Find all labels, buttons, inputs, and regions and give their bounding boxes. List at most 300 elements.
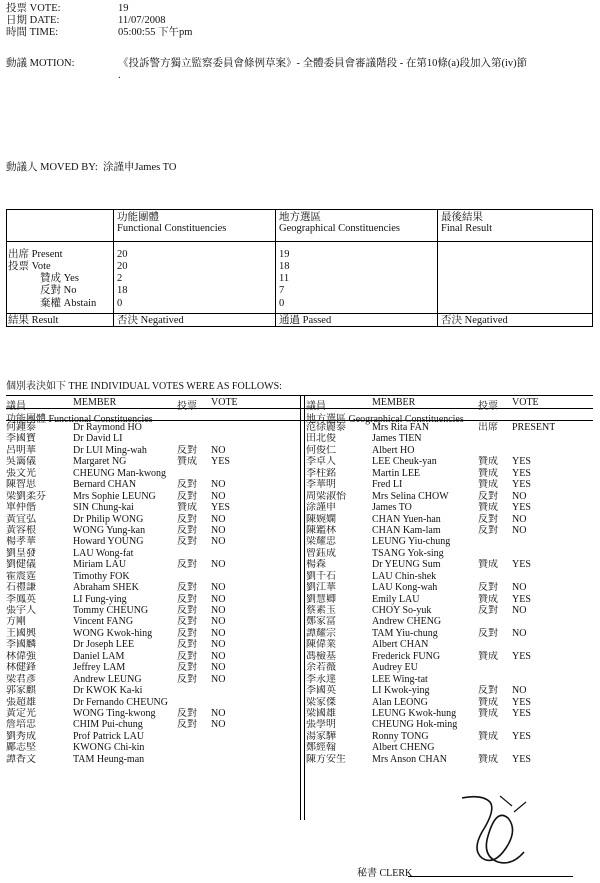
- gc-member-en: Emily LAU: [372, 593, 420, 605]
- fc-abstain: 0: [117, 298, 123, 309]
- fc-member-zh: 李國寶: [6, 433, 36, 445]
- gc-vote-en: YES: [512, 707, 531, 719]
- gc-vote-zh: 贊成: [478, 559, 498, 571]
- fc-vote-en: YES: [211, 456, 230, 468]
- fc-vote-zh: 反對: [177, 513, 197, 525]
- gc-vote-en: NO: [512, 605, 527, 616]
- gc-member-en: CHAN Yuen-han: [372, 513, 441, 525]
- gc-vote-en: YES: [512, 456, 531, 468]
- fc-member-zh: 黃宜弘: [6, 513, 36, 525]
- fc-member-zh: 石禮謙: [6, 582, 36, 594]
- fc-member-zh: 陳智思: [6, 479, 36, 491]
- gc-h-member: MEMBER: [372, 397, 416, 408]
- final-result: 否決 Negatived: [441, 315, 508, 326]
- gc-member-zh: 劉慧卿: [306, 593, 336, 605]
- fc-member-zh: 呂明華: [6, 444, 36, 456]
- gc-vote-zh: 反對: [478, 605, 498, 616]
- clerk-signature-line: [408, 876, 573, 877]
- fc-vote-en: NO: [211, 650, 226, 662]
- fc-vote-zh: 反對: [177, 719, 197, 731]
- fc-vote-en: NO: [211, 490, 226, 502]
- fc-vote-en: NO: [211, 719, 226, 731]
- fc-vote-zh: 反對: [177, 444, 197, 456]
- fc-vote-zh: 贊成: [177, 502, 197, 514]
- fc-member-zh: 劉健儀: [6, 559, 36, 571]
- fc-member-zh: 單仲偕: [6, 502, 36, 514]
- gc-member-zh: 梁耀忠: [306, 536, 336, 548]
- gc-member-en-column: [372, 422, 457, 765]
- gc-member-zh: 曾鈺成: [306, 547, 336, 559]
- gc-vote-en: YES: [512, 479, 531, 491]
- fc-vote-zh: 反對: [177, 524, 197, 536]
- fc-vote-en: NO: [211, 559, 226, 571]
- fc-vote-zh: 反對: [177, 490, 197, 502]
- fc-member-zh: 張超雄: [6, 696, 36, 708]
- fc-member-en: TAM Heung-man: [73, 753, 145, 765]
- fc-vote-en: [211, 468, 230, 479]
- vote-number-row: [6, 3, 129, 15]
- fc-member-en: Abraham SHEK: [73, 582, 139, 594]
- fc-vote-zh: 反對: [177, 639, 197, 651]
- gc-vote-zh: [478, 662, 498, 673]
- fc-no: 18: [117, 285, 128, 296]
- gc-vote-zh: 贊成: [478, 479, 498, 491]
- gc-member-en: James TO: [372, 502, 412, 514]
- gc-vote-zh: [478, 742, 498, 753]
- gc-vote-zh: 贊成: [478, 730, 498, 742]
- fc-vote-en: [211, 731, 230, 742]
- gc-member-en: Mrs Anson CHAN: [372, 753, 448, 765]
- fc-member-zh: 張文光: [6, 467, 36, 479]
- fc-vote-zh: 反對: [177, 650, 197, 662]
- fc-vote-en: [211, 433, 230, 444]
- fc-vote-en: [211, 571, 230, 582]
- fc-member-en: LAU Wong-fat: [73, 547, 134, 559]
- fc-vote-zh: 反對: [177, 582, 197, 594]
- fc-member-en: Vincent FANG: [73, 616, 134, 628]
- gc-vote-en: YES: [512, 753, 531, 765]
- gc-vote-en: [512, 662, 555, 673]
- motion-row: [6, 55, 527, 81]
- vote-value: 19: [118, 3, 129, 14]
- gc-member-zh: 李永達: [306, 673, 336, 685]
- gc-member-en: Andrew CHENG: [372, 616, 442, 628]
- gc-vote-en: YES: [512, 696, 531, 708]
- fc-vote-zh: [177, 685, 197, 696]
- row-result: 結果 Result: [8, 315, 59, 326]
- fc-h-member-zh: 議員: [6, 401, 26, 412]
- fc-vote-zh: 反對: [177, 593, 197, 605]
- fc-result: 否決 Negatived: [117, 315, 184, 326]
- gc-vote-en: [512, 674, 555, 685]
- gc-vote-zh: 贊成: [478, 467, 498, 479]
- clerk-label: 秘書 CLERK: [357, 868, 413, 879]
- fc-member-en: Margaret NG: [73, 456, 127, 468]
- gc-h-member-zh: 議員: [306, 401, 326, 412]
- gc-member-en: LEE Wing-tat: [372, 673, 428, 685]
- fc-member-zh: 郭家麒: [6, 685, 36, 697]
- date-value: 11/07/2008: [118, 15, 166, 26]
- fc-member-en: SIN Chung-kai: [73, 502, 134, 514]
- fc-vote-en: [211, 754, 230, 765]
- fc-vote-zh: 反對: [177, 673, 197, 685]
- gc-vote-en: YES: [512, 467, 531, 479]
- fc-vote-zh: [177, 433, 197, 444]
- row-present: 出席 Present: [8, 249, 63, 260]
- fc-member-en: WONG Ting-kwong: [73, 707, 156, 719]
- gc-member-zh: 湯家驊: [306, 730, 336, 742]
- gc-vote-en: NO: [512, 627, 527, 639]
- mover-label: 動議人 MOVED BY:: [6, 162, 98, 173]
- fc-vote-en: NO: [211, 524, 226, 536]
- gc-vote-en: [512, 445, 555, 456]
- gc-vote-en: NO: [512, 490, 527, 502]
- fc-vote-en: NO: [211, 593, 226, 605]
- fc-member-en: Dr LUI Ming-wah: [73, 444, 147, 456]
- gc-vote-en: [512, 616, 555, 627]
- fc-member-en: Timothy FOK: [73, 570, 130, 582]
- fc-member-en: CHIM Pui-chung: [73, 719, 143, 731]
- col-gc-en: Geographical Constituencies: [279, 223, 401, 234]
- fc-vote-en: [211, 422, 230, 433]
- fc-vote-en: NO: [211, 536, 226, 548]
- gc-member-zh: 范徐麗泰: [306, 422, 346, 433]
- fc-vote-zh-column: [177, 422, 197, 765]
- gc-vote-zh: 贊成: [478, 696, 498, 708]
- gc-member-en: Dr YEUNG Sum: [372, 559, 441, 571]
- gc-member-zh: 陳方安生: [306, 753, 346, 765]
- fc-vote-zh: [177, 548, 197, 559]
- col-gc-zh: 地方選區: [279, 212, 321, 223]
- gc-member-en: CHAN Kam-lam: [372, 524, 441, 536]
- motion-continuation: .: [118, 70, 121, 81]
- gc-member-en: TSANG Yok-sing: [372, 547, 444, 559]
- gc-member-zh: 張學明: [306, 719, 336, 731]
- fc-vote-en: NO: [211, 582, 226, 594]
- gc-vote-en: YES: [512, 730, 531, 742]
- gc-vote-zh: [478, 536, 498, 547]
- gc-vote-zh: [478, 616, 498, 627]
- gc-member-zh: 陳婉嫻: [306, 513, 336, 525]
- gc-vote-zh-column: [478, 422, 498, 765]
- votes-divider-2: [304, 395, 305, 820]
- gc-member-en: Albert HO: [372, 444, 415, 456]
- fc-member-zh: 梁劉柔芬: [6, 490, 46, 502]
- fc-member-en: Howard YOUNG: [73, 536, 144, 548]
- fc-vote-zh: [177, 731, 197, 742]
- fc-present: 20: [117, 249, 128, 260]
- gc-vote: 18: [279, 261, 290, 272]
- fc-member-zh: 張宇人: [6, 605, 36, 616]
- gc-member-zh: 蔡素玉: [306, 605, 336, 616]
- clerk-signature: [452, 792, 532, 872]
- fc-vote-zh: 贊成: [177, 456, 197, 468]
- row-yes: 贊成 Yes: [40, 273, 79, 284]
- row-abstain: 棄權 Abstain: [40, 298, 97, 309]
- gc-vote-en-column: [512, 422, 555, 765]
- gc-vote-zh: [478, 548, 498, 559]
- result-table: [6, 209, 593, 327]
- gc-h-vote-zh: 投票: [478, 401, 498, 412]
- fc-member-zh: 黃定光: [6, 707, 36, 719]
- gc-member-zh: 譚耀宗: [306, 627, 336, 639]
- gc-member-en: Fred LI: [372, 479, 403, 491]
- gc-vote-en: [512, 548, 555, 559]
- fc-vote-en: NO: [211, 627, 226, 639]
- gc-vote-en: NO: [512, 685, 527, 697]
- time-row: [6, 27, 192, 39]
- fc-vote-zh: [177, 468, 197, 479]
- gc-vote-zh: 出席: [478, 422, 498, 433]
- gc-member-zh: 田北俊: [306, 433, 336, 445]
- fc-member-en: Dr KWOK Ka-ki: [73, 685, 143, 697]
- gc-yes: 11: [279, 273, 290, 284]
- row-vote: 投票 Vote: [8, 261, 51, 272]
- fc-member-zh: 劉皇發: [6, 547, 36, 559]
- fc-member-en: Daniel LAM: [73, 650, 125, 662]
- fc-vote-zh: 反對: [177, 559, 197, 571]
- votes-divider: [300, 395, 301, 820]
- fc-member-zh: 鄺志堅: [6, 742, 36, 754]
- gc-member-en: Frederick FUNG: [372, 650, 441, 662]
- gc-vote-zh: [478, 571, 498, 582]
- fc-member-en: Dr Fernando CHEUNG: [73, 696, 168, 708]
- time-value: 05:00:55 下午pm: [118, 27, 193, 38]
- fc-member-zh: 林偉強: [6, 650, 36, 662]
- gc-member-en: Martin LEE: [372, 467, 421, 479]
- mover-value: 涂謹申James TO: [103, 162, 177, 173]
- fc-vote-en: [211, 685, 230, 696]
- gc-result: 通過 Passed: [279, 315, 332, 326]
- gc-vote-en: [512, 571, 555, 582]
- gc-vote-en: NO: [512, 582, 527, 594]
- fc-vote-zh: 反對: [177, 616, 197, 628]
- gc-member-en: Audrey EU: [372, 662, 418, 674]
- gc-abstain: 0: [279, 298, 285, 309]
- gc-member-en: Alan LEONG: [372, 696, 428, 708]
- fc-vote-en: NO: [211, 605, 226, 616]
- fc-member-en: Dr Raymond HO: [73, 422, 142, 433]
- fc-member-zh: 吳靄儀: [6, 456, 36, 468]
- fc-member-zh: 詹培忠: [6, 719, 36, 731]
- vote-label: 投票 VOTE:: [6, 3, 61, 14]
- fc-vote-en: NO: [211, 707, 226, 719]
- gc-h-vote: VOTE: [512, 397, 539, 408]
- fc-member-zh: 黃容根: [6, 524, 36, 536]
- gc-member-zh: 馮檢基: [306, 650, 336, 662]
- fc-member-en: Bernard CHAN: [73, 479, 137, 491]
- fc-vote-zh: 反對: [177, 627, 197, 639]
- gc-member-en: LAU Chin-shek: [372, 570, 437, 582]
- gc-vote-zh: 贊成: [478, 753, 498, 765]
- fc-member-en: Miriam LAU: [73, 559, 127, 571]
- fc-member-en: Prof Patrick LAU: [73, 730, 145, 742]
- gc-vote-zh: [478, 674, 498, 685]
- gc-vote-en: [512, 639, 555, 650]
- fc-member-en: WONG Kwok-hing: [73, 627, 153, 639]
- gc-member-zh: 陳鑑林: [306, 524, 336, 536]
- fc-member-en: Mrs Sophie LEUNG: [73, 490, 156, 502]
- fc-member-en: Jeffrey LAM: [73, 662, 126, 674]
- gc-vote-en: [512, 433, 555, 444]
- fc-vote-en: NO: [211, 616, 226, 628]
- gc-vote-en: PRESENT: [512, 422, 556, 433]
- gc-member-en: CHOY So-yuk: [372, 605, 432, 616]
- mover-row: [6, 159, 176, 174]
- fc-member-zh: 何鍾泰: [6, 422, 36, 433]
- gc-member-en: Albert CHAN: [372, 639, 429, 651]
- fc-member-en: Dr David LI: [73, 433, 123, 445]
- gc-member-en: LAU Kong-wah: [372, 582, 438, 594]
- gc-vote-zh: 反對: [478, 490, 498, 502]
- fc-vote-en-column: [211, 422, 230, 765]
- fc-h-member: MEMBER: [73, 397, 117, 408]
- gc-member-zh: 陳偉業: [306, 639, 336, 651]
- fc-member-en: Andrew LEUNG: [73, 673, 142, 685]
- fc-vote: 20: [117, 261, 128, 272]
- fc-vote-en: NO: [211, 513, 226, 525]
- fc-member-zh: 梁君彥: [6, 673, 36, 685]
- gc-member-zh: 李國英: [306, 685, 336, 697]
- fc-vote-en: [211, 742, 230, 753]
- individual-votes-title: 個別表決如下 THE INDIVIDUAL VOTES WERE AS FOLLOWS:: [6, 381, 282, 392]
- fc-vote-zh: 反對: [177, 605, 197, 616]
- col-fc-zh: 功能團體: [117, 212, 159, 223]
- gc-member-en: Mrs Selina CHOW: [372, 490, 449, 502]
- fc-h-vote: VOTE: [211, 397, 238, 408]
- col-fc-en: Functional Constituencies: [117, 223, 227, 234]
- gc-vote-zh: 贊成: [478, 456, 498, 468]
- gc-vote-en: NO: [512, 513, 527, 525]
- gc-vote-en: YES: [512, 593, 531, 605]
- fc-member-zh: 林健鋒: [6, 662, 36, 674]
- gc-member-zh: 梁家傑: [306, 696, 336, 708]
- gc-member-zh: 李華明: [306, 479, 336, 491]
- row-no: 反對 No: [40, 285, 77, 296]
- gc-no: 7: [279, 285, 285, 296]
- fc-member-zh: 王國興: [6, 627, 36, 639]
- fc-vote-zh: 反對: [177, 662, 197, 674]
- fc-vote-en: [211, 548, 230, 559]
- gc-vote-zh: 贊成: [478, 650, 498, 662]
- fc-vote-en: NO: [211, 673, 226, 685]
- fc-member-zh: 劉秀成: [6, 730, 36, 742]
- fc-member-en: KWONG Chi-kin: [73, 742, 145, 754]
- gc-member-en: Ronny TONG: [372, 730, 429, 742]
- gc-vote-en: NO: [512, 524, 527, 536]
- gc-vote-zh: 贊成: [478, 707, 498, 719]
- gc-vote-en: [512, 719, 555, 730]
- gc-member-zh: 余若薇: [306, 662, 336, 674]
- gc-member-zh: 鄭經翰: [306, 742, 336, 754]
- gc-member-zh: 何俊仁: [306, 444, 336, 456]
- fc-vote-zh: 反對: [177, 707, 197, 719]
- fc-vote-zh: [177, 422, 197, 433]
- gc-vote-zh: 反對: [478, 685, 498, 697]
- fc-member-en: Dr Joseph LEE: [73, 639, 135, 651]
- fc-member-zh: 李鳳英: [6, 593, 36, 605]
- fc-vote-en: YES: [211, 502, 230, 514]
- gc-vote-zh: 反對: [478, 582, 498, 594]
- fc-member-en: Tommy CHEUNG: [73, 605, 149, 616]
- fc-vote-en: NO: [211, 662, 226, 674]
- time-label: 時間 TIME:: [6, 27, 59, 38]
- fc-vote-en: NO: [211, 639, 226, 651]
- fc-member-zh-column: [6, 422, 46, 765]
- gc-vote-zh: 反對: [478, 513, 498, 525]
- motion-text: 《投訴警方獨立監察委員會條例草案》- 全體委員會審議階段 - 在第10條(a)段加入第(iv)節: [118, 58, 528, 69]
- gc-vote-en: YES: [512, 559, 531, 571]
- date-label: 日期 DATE:: [6, 15, 60, 26]
- gc-member-en: Mrs Rita FAN: [372, 422, 430, 433]
- fc-member-zh: 方剛: [6, 616, 26, 628]
- gc-member-en: LEUNG Yiu-chung: [372, 536, 451, 548]
- fc-member-en: LI Fung-ying: [73, 593, 127, 605]
- gc-member-en: LEE Cheuk-yan: [372, 456, 437, 468]
- gc-vote-zh: [478, 445, 498, 456]
- gc-member-en: Albert CHENG: [372, 742, 435, 754]
- gc-present: 19: [279, 249, 290, 260]
- fc-vote-zh: [177, 742, 197, 753]
- fc-member-en-column: [73, 422, 168, 765]
- fc-member-en: Dr Philip WONG: [73, 513, 144, 525]
- gc-vote-zh: 贊成: [478, 593, 498, 605]
- fc-member-zh: 霍震霆: [6, 570, 36, 582]
- gc-section-heading: 地方選區 Geographical Constituencies: [306, 414, 464, 425]
- gc-member-en: CHEUNG Hok-ming: [372, 719, 458, 731]
- motion-label: 動議 MOTION:: [6, 58, 75, 69]
- gc-member-zh-column: [306, 422, 346, 765]
- gc-vote-zh: [478, 433, 498, 444]
- gc-member-zh: 涂謹申: [306, 502, 336, 514]
- gc-vote-zh: [478, 639, 498, 650]
- gc-vote-zh: 反對: [478, 524, 498, 536]
- gc-member-zh: 楊森: [306, 559, 326, 571]
- gc-member-zh: 李柱銘: [306, 467, 336, 479]
- gc-member-en: TAM Yiu-chung: [372, 627, 438, 639]
- gc-vote-zh: 贊成: [478, 502, 498, 514]
- fc-vote-zh: [177, 754, 197, 765]
- fc-vote-zh: 反對: [177, 536, 197, 548]
- fc-vote-zh: 反對: [177, 479, 197, 491]
- fc-member-en: WONG Yung-kan: [73, 524, 146, 536]
- gc-vote-zh: 反對: [478, 627, 498, 639]
- fc-member-en: CHEUNG Man-kwong: [73, 467, 167, 479]
- fc-member-zh: 楊孝華: [6, 536, 36, 548]
- fc-vote-en: NO: [211, 479, 226, 491]
- gc-member-zh: 梁國雄: [306, 707, 336, 719]
- gc-vote-zh: [478, 719, 498, 730]
- fc-member-zh: 李國麟: [6, 639, 36, 651]
- gc-vote-en: [512, 742, 555, 753]
- fc-member-zh: 譚香文: [6, 753, 36, 765]
- fc-yes: 2: [117, 273, 123, 284]
- fc-vote-en: NO: [211, 444, 226, 456]
- gc-member-zh: 李卓人: [306, 456, 336, 468]
- gc-member-zh: 劉江華: [306, 582, 336, 594]
- gc-member-en: LEUNG Kwok-hung: [372, 707, 457, 719]
- gc-vote-en: YES: [512, 502, 531, 514]
- fc-vote-zh: [177, 697, 197, 708]
- fc-vote-zh: [177, 571, 197, 582]
- gc-vote-en: YES: [512, 650, 531, 662]
- gc-member-zh: 周梁淑怡: [306, 490, 346, 502]
- gc-member-zh: 鄭家富: [306, 616, 336, 628]
- gc-member-zh: 劉千石: [306, 570, 336, 582]
- date-row: [6, 15, 165, 27]
- fc-section-heading: 功能團體 Functional Constituencies: [6, 414, 153, 425]
- gc-member-en: LI Kwok-ying: [372, 685, 430, 697]
